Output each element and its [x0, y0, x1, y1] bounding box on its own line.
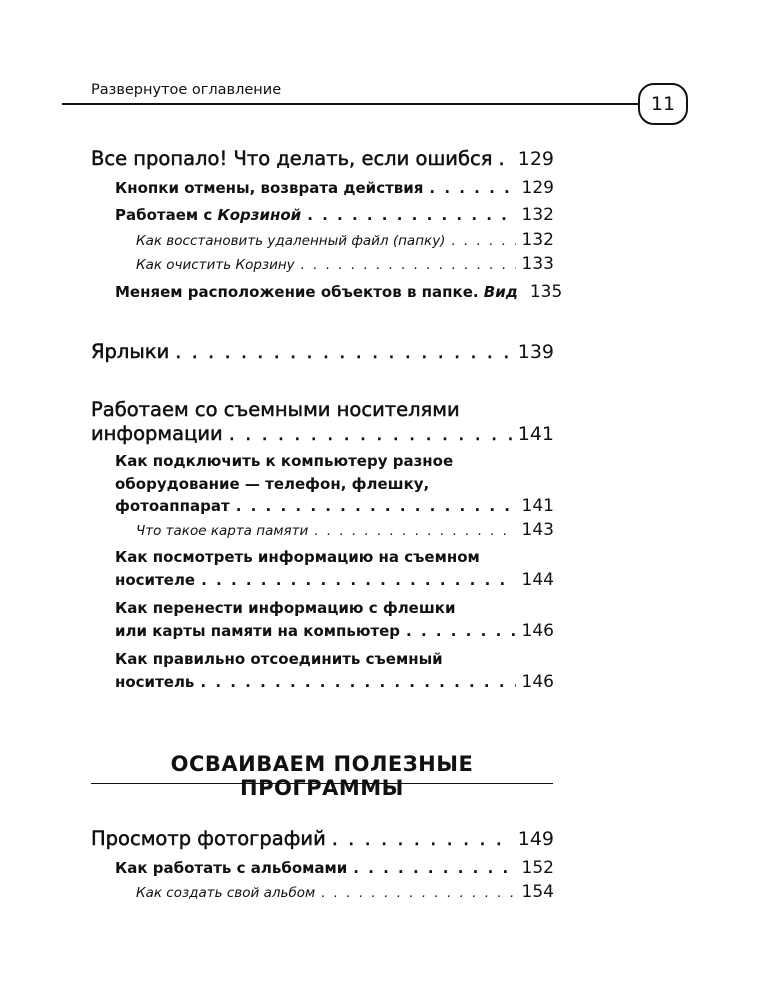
toc-entry[interactable] [0, 882, 759, 902]
dot-leader [451, 233, 515, 249]
section-rule [91, 783, 553, 784]
dot-leader [307, 206, 515, 224]
dot-leader [301, 257, 516, 273]
toc-entry-page: 129 [521, 178, 554, 198]
toc-entry-page: 146 [521, 621, 554, 641]
toc-entry-title: Как создать свой альбом [136, 885, 316, 901]
toc-entry-page: 152 [521, 858, 554, 878]
toc-entry[interactable] [0, 205, 759, 225]
dot-leader [406, 622, 516, 640]
toc-entry-title: носителе [115, 571, 196, 589]
toc-entry[interactable] [0, 147, 759, 170]
toc-entry[interactable] [0, 178, 759, 198]
toc-entry-page: 154 [521, 882, 554, 902]
toc-entry-title-line: Работаем со съемными носителями [91, 398, 460, 421]
toc-entry-page: 135 [529, 282, 563, 302]
toc-entry[interactable] [0, 858, 759, 878]
dot-leader [229, 422, 512, 445]
toc-entry-page: 144 [521, 570, 554, 590]
toc-entry-title: Как восстановить удаленный файл (папку) [136, 233, 446, 249]
toc-entry[interactable] [0, 230, 759, 250]
dot-leader [321, 885, 515, 901]
toc-entry-page: 146 [521, 672, 554, 692]
dot-leader [201, 571, 515, 589]
toc-entry[interactable] [0, 254, 759, 274]
running-header-title: Развернутое оглавление [91, 82, 282, 98]
toc-entry[interactable] [0, 570, 759, 590]
dot-leader [175, 340, 511, 363]
toc-entry[interactable] [0, 340, 759, 363]
toc-entry-title: информации [91, 422, 223, 445]
toc-entry[interactable] [0, 827, 759, 850]
toc-entry[interactable] [0, 282, 759, 302]
header-rule [62, 103, 640, 105]
toc-entry-title-line: оборудование — телефон, флешку, [115, 475, 430, 493]
toc-entry[interactable] [0, 520, 759, 540]
toc-entry[interactable] [0, 496, 759, 516]
toc-entry-title: Что такое карта памяти [136, 523, 309, 539]
toc-entry-title: Меняем расположение объектов в папке. Вид [115, 283, 518, 301]
toc-entry-page: 129 [517, 148, 554, 170]
toc-entry-title-line: Как правильно отсоединить съемный [115, 650, 443, 668]
dot-leader [498, 147, 511, 170]
page-number: 11 [638, 83, 688, 125]
toc-entry-page: 141 [521, 496, 554, 516]
toc-entry-title: Кнопки отмены, возврата действия [115, 179, 424, 197]
toc-entry-title: носитель [115, 673, 195, 691]
dot-leader [200, 673, 515, 691]
toc-entry-page: 141 [517, 423, 554, 445]
toc-entry-title-line: Как перенести информацию с флешки [115, 599, 456, 617]
toc-entry-page: 132 [521, 205, 554, 225]
dot-leader [429, 179, 515, 197]
toc-entry-title: Просмотр фотографий [91, 827, 326, 850]
toc-entry-page: 132 [521, 230, 554, 250]
toc-entry-title: Ярлыки [91, 340, 170, 363]
toc-entry-title: Как очистить Корзину [136, 257, 295, 273]
toc-entry-page: 139 [517, 341, 554, 363]
section-heading: ОСВАИВАЕМ ПОЛЕЗНЫЕ ПРОГРАММЫ [170, 752, 474, 800]
toc-entry[interactable] [0, 672, 759, 692]
toc-entry-title-line: Как подключить к компьютеру разное [115, 452, 454, 470]
toc-entry-page: 149 [517, 828, 554, 850]
dot-leader [314, 523, 515, 539]
toc-entry-title-line: Как посмотреть информацию на съемном [115, 548, 480, 566]
toc-entry-title: Как работать с альбомами [115, 859, 348, 877]
toc-entry-title: Работаем с Корзиной [115, 206, 302, 224]
dot-leader [236, 497, 516, 515]
toc-entry-title: Все пропало! Что делать, если ошибся [91, 147, 493, 170]
toc-entry-page: 133 [521, 254, 554, 274]
dot-leader [353, 859, 515, 877]
toc-entry-title: фотоаппарат [115, 497, 230, 515]
toc-entry[interactable] [0, 422, 759, 445]
toc-entry-title: или карты памяти на компьютер [115, 622, 401, 640]
toc-entry-page: 143 [521, 520, 554, 540]
toc-entry[interactable] [0, 621, 759, 641]
dot-leader [332, 827, 512, 850]
